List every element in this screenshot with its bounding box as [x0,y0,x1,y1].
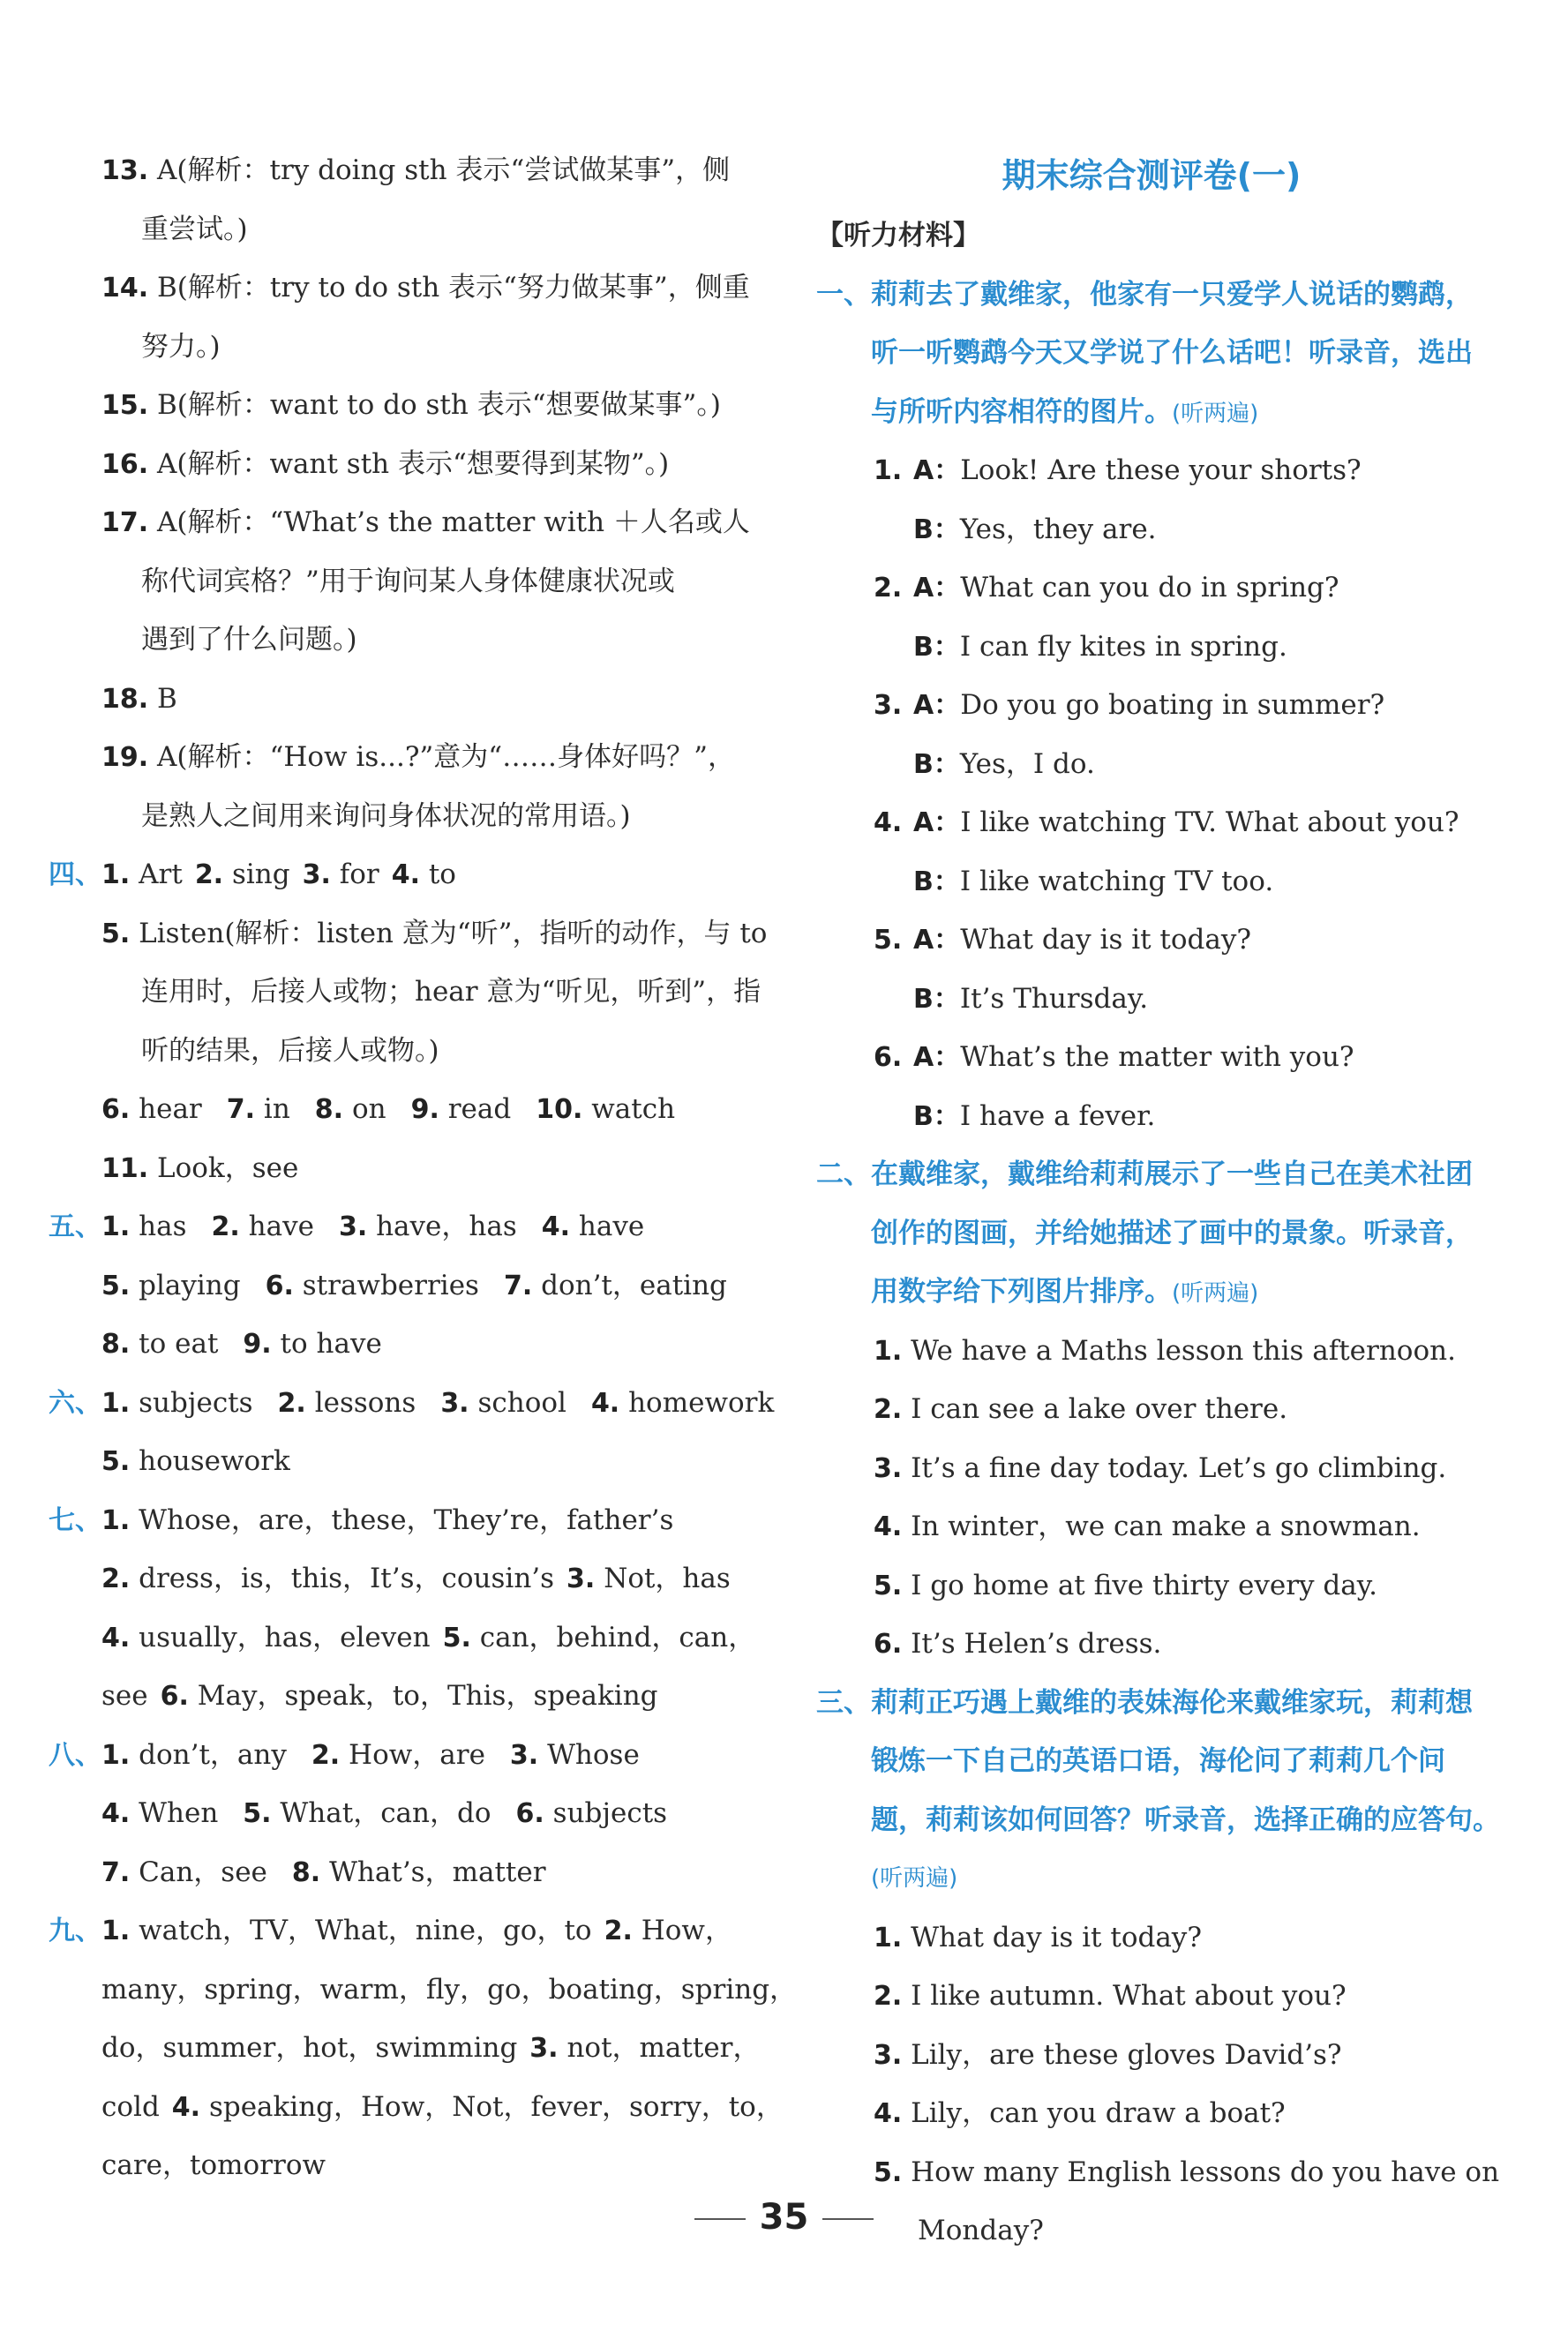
answer-text: watch，TV，What，nine，go，to [139,1915,592,1946]
answer-line [49,1667,754,1726]
answer-text: to [428,859,456,890]
question-number: 17. [101,507,149,538]
answer-line [49,141,754,200]
answer-text: When [139,1797,219,1829]
answer-line [49,318,754,377]
dialogue-line [816,500,1522,559]
answer-line [49,963,761,1022]
question-number: 1. [874,455,903,486]
question-number: 5. [101,918,131,949]
answer-text: cold [101,2090,160,2123]
sentence-line [816,1380,1522,1439]
question-line [816,2026,1522,2085]
page-title: 期末综合测评卷(一) [1002,156,1302,195]
question-number: 2. [874,1394,903,1425]
answer-text: 努力。) [141,330,221,363]
question-number: 4. [874,2098,903,2129]
answer-text: Look，see [157,1151,299,1184]
answer-text: strawberries [302,1269,479,1301]
answer-line [49,200,754,259]
left-column [49,141,798,2195]
question-number: 6. [515,1798,544,1829]
page-number-text: 35 [759,2197,809,2238]
question-number: 3. [509,1739,539,1771]
question-line [816,1908,1522,1968]
answer-line [49,552,754,611]
page-number-dash [694,2218,746,2220]
answer-text: May，speak，to，This，speaking [197,1680,658,1712]
question-number: 1. [101,1387,131,1419]
dialogue-text: I like watching TV. What about you? [960,806,1459,838]
answer-line [49,845,754,904]
dialogue-line [816,559,1522,618]
answer-text: has [139,1211,187,1242]
question-number: 14. [101,273,149,304]
sentence-text: In winter，we can make a snowman. [911,1511,1421,1542]
answer-text: 称代词宾格？”用于询问某人身体健康状况或 [141,565,675,597]
answer-line [49,787,754,846]
section-marker: 四、 [49,859,101,890]
dialogue-text: What’s the matter with you? [960,1041,1354,1073]
question-number: 1. [101,1739,131,1771]
question-number: 4. [590,1387,620,1419]
listen-twice-note: (听两遍) [1172,400,1259,427]
question-number: 3. [874,1452,903,1484]
answer-text: Whose [547,1738,640,1771]
question-number: 4. [874,1511,903,1542]
question-number: 2. [277,1387,306,1419]
speaker-label: A： [913,807,961,838]
dialogue-text: I like watching TV too. [959,865,1274,897]
sentence-text: I go home at five thirty every day. [911,1569,1377,1601]
question-number: 4. [541,1211,571,1242]
answer-line [49,1961,798,2020]
dialogue-line [816,618,1522,677]
question-number: 4. [101,1798,131,1829]
page-number [0,2197,1568,2238]
answer-line [49,1491,754,1550]
instruction-line: 一、莉莉去了戴维家，他家有一只爱学人说话的鹦鹉， [816,278,1473,311]
question-number: 3. [302,859,331,890]
question-number: 4. [391,859,420,890]
question-number: 1. [874,1335,903,1367]
question-number: 2. [194,859,224,890]
instruction-line: 题，莉莉该如何回答？听录音，选择正确的应答句。 [871,1803,1500,1836]
section-marker: 七、 [49,1504,101,1536]
question-number: 1. [101,1916,131,1946]
dialogue-text: What day is it today? [960,924,1252,956]
answer-line [49,435,754,494]
question-line: Monday? [918,2215,1044,2246]
instruction-line [816,1263,1522,1322]
answer-text: How， [641,1915,732,1946]
answer-text: 重尝试。) [141,213,248,245]
speaker-label: B： [913,1100,960,1132]
instruction-line [816,383,1522,442]
question-number: 7. [226,1094,256,1125]
answer-text: playing [139,1269,241,1301]
dialogue-text: Do you go boating in summer? [960,689,1385,721]
listen-twice-note: (听两遍) [1172,1280,1259,1307]
sentence-text: I can see a lake over there. [911,1393,1288,1425]
question-number: 11. [101,1152,149,1184]
answer-text: don’t，eating [541,1269,727,1301]
dialogue-text: I can fly kites in spring. [959,630,1287,663]
answer-text: speaking，How，Not，fever，sorry，to， [208,2090,784,2123]
speaker-label: A： [913,925,961,956]
question-number: 2. [311,1739,341,1771]
answer-text: What’s，matter [329,1856,546,1888]
sentence-text: It’s Helen’s dress. [911,1628,1162,1660]
dialogue-line [816,441,1522,500]
answer-text: for [339,859,379,890]
question-number: 5. [243,1798,272,1829]
answer-line [49,259,754,318]
question-text: How many English lessons do you have on [911,2156,1500,2188]
question-number: 6. [160,1681,189,1712]
answer-text: housework [139,1445,290,1477]
answer-text: many，spring，warm，fly，go，boating，spring， [101,1973,798,2006]
answer-text: to eat [139,1328,219,1360]
dialogue-line [816,911,1522,970]
question-number: 8. [314,1094,344,1125]
question-number: 5. [101,1270,131,1301]
answer-text: hear [139,1093,202,1125]
dialogue-line [816,970,1522,1029]
answer-text: Can，see [139,1856,267,1888]
dialogue-list-1 [816,441,1522,1145]
dialogue-text: Yes，I do. [959,747,1095,780]
dialogue-line [816,735,1522,794]
answer-line [49,2019,761,2078]
answer-text: Not，has [604,1563,731,1594]
answer-line [49,670,754,729]
question-number: 13. [101,155,149,186]
answer-line [49,1726,754,1785]
answer-line [49,1315,754,1374]
answer-text: A(解析：try doing sth 表示“尝试做某事”，侧 [157,154,731,186]
question-number: 4. [171,2091,201,2123]
answer-text: care，tomorrow [101,2149,326,2181]
speaker-label: B： [913,748,960,780]
dialogue-line [816,1028,1522,1087]
answer-line [49,1843,754,1902]
answer-text: read [447,1093,512,1125]
answer-text: do，summer，hot，swimming [101,2032,518,2064]
question-number: 16. [101,448,149,480]
question-number: 5. [874,2156,903,2188]
question-number: 2. [874,1981,903,2012]
answer-line [49,493,754,552]
answer-line [49,1197,754,1256]
answer-text: Listen(解析：listen 意为“听”，指听的动作，与 to [139,917,768,949]
answer-text: usually，has，eleven [139,1621,431,1653]
instruction-text: 用数字给下列图片排序。 [871,1276,1172,1308]
speaker-label: B： [913,514,960,545]
answer-line [49,904,768,964]
speaker-label: B： [913,631,960,663]
answer-text: 连用时，后接人或物；hear 意为“听见，听到”，指 [141,976,761,1008]
answer-text: can，behind，can， [479,1621,756,1653]
question-number: 3. [874,690,903,721]
speaker-label: A： [913,1042,961,1073]
answer-text: subjects [552,1797,668,1829]
dialogue-line [816,852,1522,911]
dialogue-text: It’s Thursday. [959,982,1149,1015]
section-marker: 六、 [49,1387,101,1419]
question-number: 7. [503,1270,533,1301]
sentence-line [816,1556,1522,1616]
answer-text: A(解析：“How is...?”意为“……身体好吗？”， [157,741,735,773]
answer-text: see [101,1680,148,1712]
question-number: 8. [101,1329,131,1360]
dialogue-text: What can you do in spring? [960,572,1339,604]
question-number: 4. [874,807,903,838]
question-number: 3. [440,1387,469,1419]
dialogue-line [816,676,1522,735]
question-number: 15. [101,390,149,421]
answer-line [49,1256,754,1316]
answer-text: B [157,682,177,715]
speaker-label: B： [913,866,960,897]
answer-text: have，has [376,1211,517,1242]
speaker-label: B： [913,983,960,1015]
answer-text: dress，is，this，It’s，cousin’s [139,1563,555,1594]
sentence-text: It’s a fine day today. Let’s go climbing. [911,1451,1447,1484]
answer-text: lessons [314,1386,416,1419]
question-number: 3. [529,2033,559,2064]
question-number: 2. [101,1563,131,1594]
answer-text: A(解析：“What’s the matter with ＋人名或人 [157,506,750,538]
answer-line [49,1080,754,1139]
question-number: 8. [291,1856,321,1888]
section-marker: 五、 [49,1211,101,1242]
instruction-line: 三、莉莉正巧遇上戴维的表妹海伦来戴维家玩，莉莉想 [816,1686,1473,1719]
answer-text: subjects [139,1386,253,1419]
dialogue-line [816,1087,1522,1146]
question-text: Lily，can you draw a boat? [911,2097,1286,2129]
sentence-line [816,1439,1522,1498]
answer-line [49,1139,754,1198]
question-line [816,2084,1522,2143]
right-column [816,206,1522,2261]
answer-text: 听的结果，后接人或物。) [141,1034,439,1067]
question-text: What day is it today? [911,1921,1202,1953]
answer-text: Art [139,859,183,890]
instruction-line: 二、在戴维家，戴维给莉莉展示了一些自己在美术社团 [816,1159,1473,1190]
answer-text: to have [280,1328,382,1360]
answer-line [49,1784,754,1843]
dialogue-text: Yes，they are. [959,513,1157,545]
answer-text: B(解析：try to do sth 表示“努力做某事”，侧重 [157,272,750,304]
question-number: 9. [243,1329,272,1360]
answer-line [49,728,754,787]
question-number: 3. [338,1211,368,1242]
answer-text: What，can，do [280,1797,491,1829]
answer-text: on [351,1093,386,1125]
question-number: 18. [101,683,149,715]
section-marker: 九、 [49,1916,101,1946]
speaker-label: A： [913,573,961,604]
question-number: 1. [101,1504,131,1536]
section-heading: 【听力材料】 [816,220,980,251]
listen-twice-note: (听两遍) [871,1865,958,1892]
question-number: 7. [101,1856,131,1888]
answer-text: homework [628,1386,775,1419]
answer-line [49,611,754,670]
question-number: 19. [101,742,149,773]
answer-text: How，are [349,1738,485,1771]
question-number: 6. [874,1042,903,1073]
answer-text: have [248,1211,314,1242]
answer-line [49,1549,754,1608]
sentence-line [816,1322,1522,1381]
answer-text: 遇到了什么问题。) [141,624,357,656]
question-number: 6. [265,1270,294,1301]
answer-text: Whose，are，these，They’re，father’s [139,1503,674,1536]
dialogue-line [816,793,1522,852]
answer-line [49,1432,754,1491]
answer-text: not，matter， [566,2032,761,2064]
question-line [816,1967,1522,2026]
question-line [816,2143,1522,2202]
question-number: 5. [874,925,903,956]
question-number: 1. [874,1922,903,1953]
answer-line [49,1022,754,1081]
dialogue-text: I have a fever. [959,1099,1156,1132]
speaker-label: A： [913,455,961,486]
answer-line [49,1608,754,1668]
question-number: 6. [874,1629,903,1660]
page-number-dash [822,2218,874,2220]
instruction-text: 与所听内容相符的图片。 [871,395,1172,428]
answer-line [49,1901,754,1961]
question-list-3 [816,1908,1522,2202]
question-number: 1. [101,1211,131,1242]
answer-text: in [263,1093,290,1125]
answer-text: A(解析：want sth 表示“想要得到某物”。) [157,447,670,480]
question-number: 6. [101,1094,131,1125]
question-number: 2. [211,1211,240,1242]
question-text: I like autumn. What about you? [911,1980,1347,2012]
answer-line [49,376,754,435]
speaker-label: A： [913,690,961,721]
answer-text: 是熟人之间用来询问身体状况的常用语。) [141,799,631,832]
answer-text: school [477,1386,566,1419]
instruction-line: 听一听鹦鹉今天又学说了什么话吧！听录音，选出 [871,337,1473,369]
sentence-line [816,1497,1522,1556]
question-number: 1. [101,859,131,890]
answer-text: don’t，any [139,1738,287,1771]
sentence-line [816,1615,1522,1674]
answer-line [49,2078,784,2137]
answer-text: sing [231,859,290,890]
section-marker: 八、 [49,1739,101,1771]
instruction-line: 创作的图画，并给她描述了画中的景象。听录音， [871,1217,1473,1249]
answer-line [49,2136,754,2195]
instruction-line: 锻炼一下自己的英语口语，海伦问了莉莉几个问 [871,1745,1445,1777]
question-number: 3. [566,1563,596,1594]
question-text: Lily，are these gloves David’s? [911,2038,1342,2071]
answer-text: B(解析：want to do sth 表示“想要做某事”。) [157,389,721,421]
question-number: 2. [874,573,903,604]
question-number: 5. [442,1622,471,1653]
question-number: 9. [410,1094,439,1125]
question-number: 4. [101,1622,131,1653]
answer-text: watch [591,1093,676,1125]
question-number: 10. [536,1094,583,1125]
question-number: 3. [874,2039,903,2071]
sentence-text: We have a Maths lesson this afternoon. [911,1334,1456,1367]
question-number: 5. [101,1446,131,1477]
answer-text: have [578,1211,645,1242]
answer-line [49,1374,775,1433]
dialogue-text: Look! Are these your shorts? [960,454,1362,486]
question-number: 2. [604,1916,633,1946]
question-number: 5. [874,1570,903,1601]
sentence-list-2 [816,1322,1522,1674]
